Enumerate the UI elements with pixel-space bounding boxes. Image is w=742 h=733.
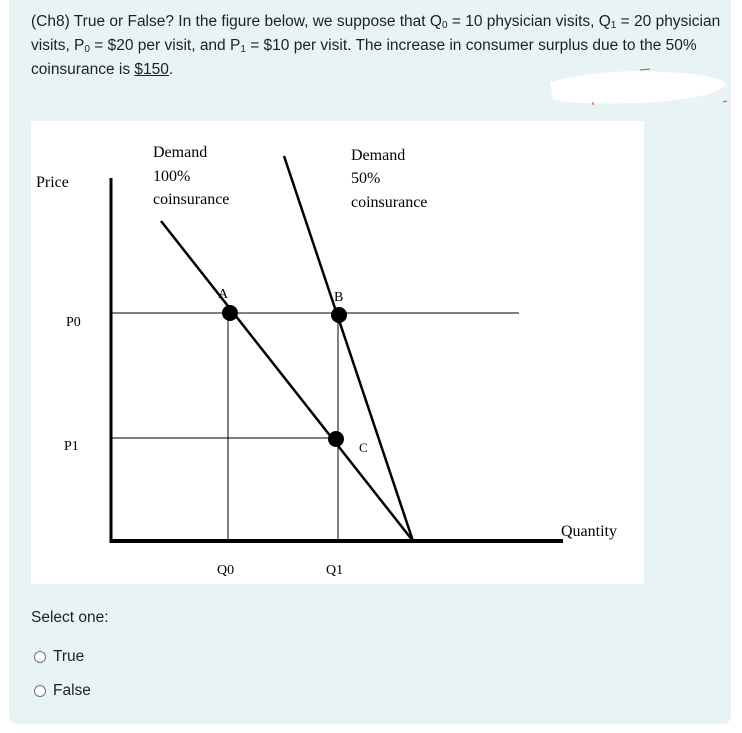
demand-100-line3: coinsurance xyxy=(153,191,230,208)
q1-label: Q1 xyxy=(326,563,344,578)
option-true-label: True xyxy=(53,648,85,665)
point-a-marker xyxy=(222,305,238,321)
option-false[interactable] xyxy=(34,682,91,700)
question-suffix: . xyxy=(168,61,174,78)
q0-subscript: 0 xyxy=(441,20,448,31)
demand-figure xyxy=(31,121,644,584)
q0-label: Q0 xyxy=(217,563,235,578)
q1-subscript: 1 xyxy=(610,20,617,31)
point-a-label: A xyxy=(218,287,229,302)
demand-curve-50 xyxy=(284,156,413,541)
demand-curve-100 xyxy=(161,221,413,541)
question-prefix: (Ch8) True or False? In the figure below, we suppose that Q xyxy=(31,13,442,30)
question-part3: = 20 physician visits, P xyxy=(31,13,721,54)
point-b-label: B xyxy=(334,290,344,305)
consumer-surplus-amount: $150 xyxy=(134,61,169,78)
p1-label: P1 xyxy=(64,439,79,454)
price-axis-label: Price xyxy=(36,174,69,191)
demand-diagram xyxy=(31,121,644,584)
demand-50-line1: Demand xyxy=(351,147,406,164)
redaction-scribble xyxy=(545,64,730,114)
demand-100-line1: Demand xyxy=(153,144,208,161)
option-true[interactable] xyxy=(34,648,84,666)
demand-50-line2: 50% xyxy=(351,170,381,187)
point-b-marker xyxy=(331,307,347,323)
option-false-label: False xyxy=(53,682,91,699)
p0-subscript: 0 xyxy=(84,44,90,55)
p0-label: P0 xyxy=(66,315,81,330)
demand-100-line2: 100% xyxy=(153,168,191,185)
demand-50-line3: coinsurance xyxy=(351,194,428,211)
point-c-label: C xyxy=(359,440,368,455)
radio-false[interactable] xyxy=(34,685,46,697)
question-part5: = $10 per visit. The increase in consumer surplus due to the 50% coinsurance is xyxy=(31,37,697,78)
p1-subscript: 1 xyxy=(240,44,246,55)
question-part4: = $20 per visit, and P xyxy=(89,37,241,54)
quantity-axis-label: Quantity xyxy=(561,523,617,540)
point-c-marker xyxy=(328,431,344,447)
select-one-label: Select one: xyxy=(31,609,109,626)
radio-true[interactable] xyxy=(34,651,46,663)
question-part2: = 10 physician visits, Q xyxy=(447,13,611,30)
